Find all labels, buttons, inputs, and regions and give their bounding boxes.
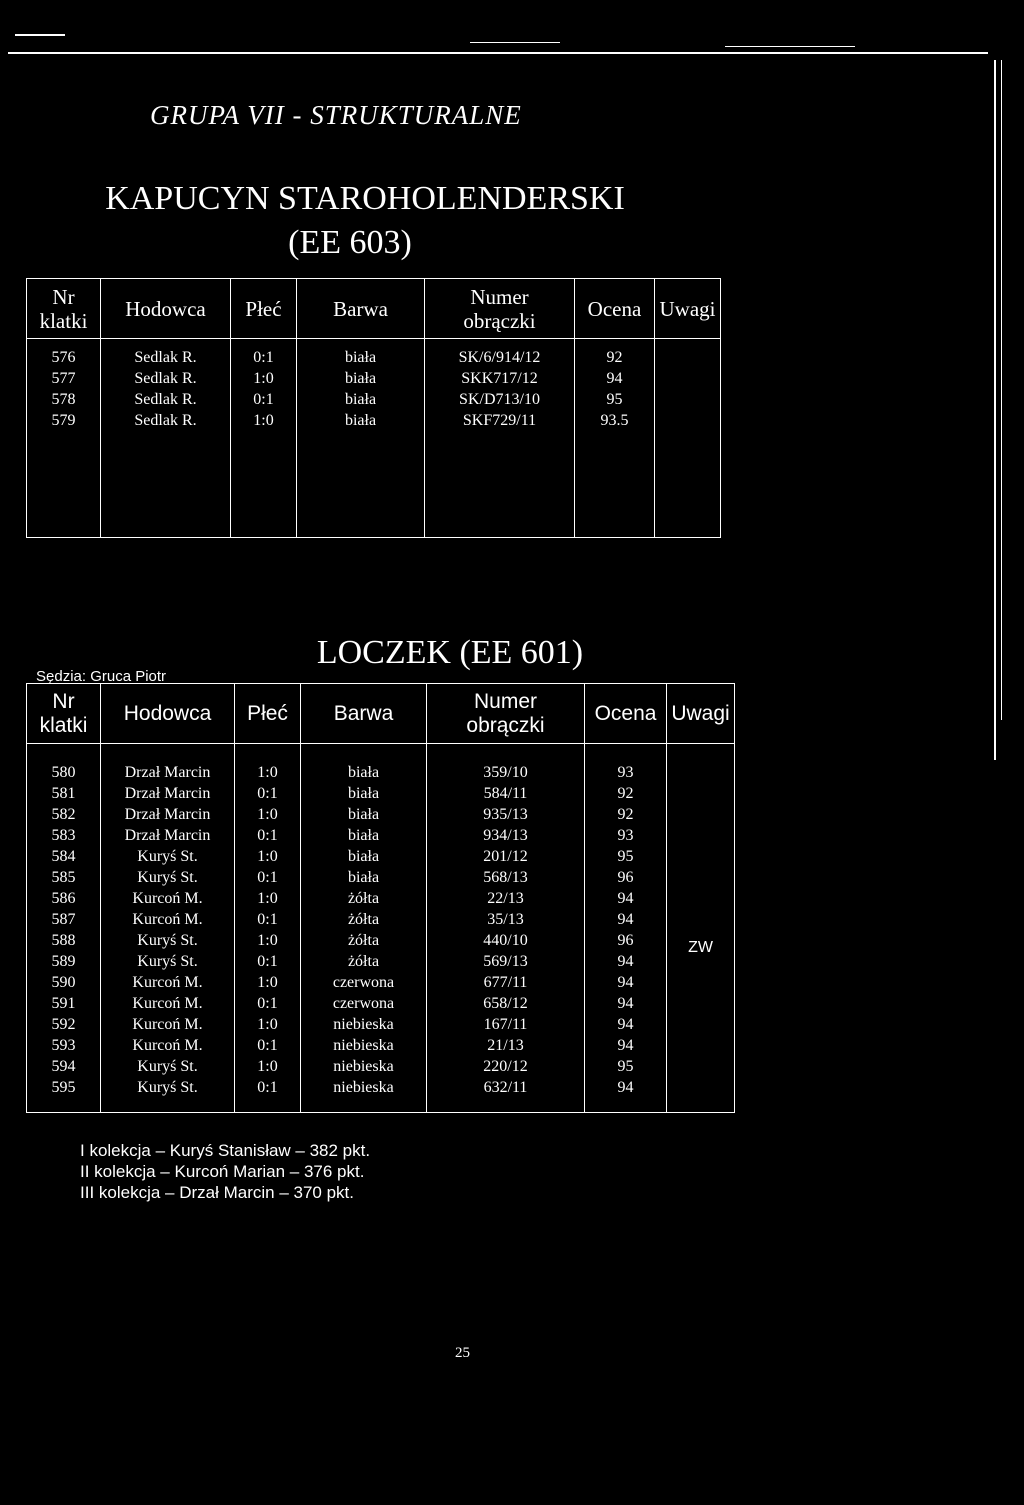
- cell-ring-number: 359/10: [427, 762, 585, 783]
- cell-breeder: Kuryś St.: [101, 1056, 235, 1077]
- header-sex: Płeć: [231, 279, 297, 339]
- cell-score: 94: [585, 1035, 667, 1056]
- cell-score: 93: [585, 825, 667, 846]
- cell-color: żółta: [301, 909, 427, 930]
- cell-score: 94: [585, 909, 667, 930]
- cell-breeder: Sedlak R.: [101, 347, 231, 368]
- collection-awards: [80, 1140, 370, 1203]
- cell-remarks: [655, 368, 721, 389]
- header-breeder: Hodowca: [101, 684, 235, 744]
- award-line-2: II kolekcja – Kurcoń Marian – 376 pkt.: [80, 1162, 365, 1181]
- cell-breeder: Drzał Marcin: [101, 762, 235, 783]
- table-row: [27, 347, 721, 368]
- table-row: [27, 993, 735, 1014]
- cell-cage-number: 592: [27, 1014, 101, 1035]
- cell-color: niebieska: [301, 1035, 427, 1056]
- table-row: [27, 762, 735, 783]
- cell-sex: 0:1: [235, 1035, 301, 1056]
- cell-ring-number: 584/11: [427, 783, 585, 804]
- cell-sex: 0:1: [235, 867, 301, 888]
- cell-color: niebieska: [301, 1056, 427, 1077]
- cell-score: 92: [585, 804, 667, 825]
- cell-sex: 1:0: [235, 930, 301, 951]
- cell-ring-number: 21/13: [427, 1035, 585, 1056]
- cell-color: biała: [297, 368, 425, 389]
- cell-breeder: Sedlak R.: [101, 368, 231, 389]
- table-row: [27, 410, 721, 431]
- award-line-3: III kolekcja – Drzał Marcin – 370 pkt.: [80, 1183, 355, 1202]
- cell-color: czerwona: [301, 993, 427, 1014]
- cell-ring-number: SK/6/914/12: [425, 347, 575, 368]
- cell-sex: 0:1: [235, 783, 301, 804]
- cell-color: żółta: [301, 951, 427, 972]
- cell-sex: 1:0: [235, 888, 301, 909]
- cell-breeder: Kurcoń M.: [101, 1035, 235, 1056]
- cell-score: 94: [585, 1077, 667, 1098]
- cell-ring-number: 658/12: [427, 993, 585, 1014]
- cell-score: 93: [585, 762, 667, 783]
- table-row: [27, 1035, 735, 1056]
- header-ring-number: Numer obrączki: [425, 279, 575, 339]
- header-score: Ocena: [585, 684, 667, 744]
- cell-cage-number: 585: [27, 867, 101, 888]
- cell-color: żółta: [301, 888, 427, 909]
- cell-score: 96: [585, 867, 667, 888]
- cell-sex: 1:0: [235, 1056, 301, 1077]
- cell-score: 95: [575, 389, 655, 410]
- results-table-loczek: [26, 683, 735, 1113]
- award-line-1: I kolekcja – Kuryś Stanisław – 382 pkt.: [80, 1141, 371, 1160]
- cell-sex: 0:1: [231, 389, 297, 410]
- cell-sex: 1:0: [231, 410, 297, 431]
- cell-breeder: Drzał Marcin: [101, 825, 235, 846]
- cell-cage-number: 593: [27, 1035, 101, 1056]
- cell-cage-number: 589: [27, 951, 101, 972]
- group-title: GRUPA VII - STRUKTURALNE: [150, 100, 522, 130]
- right-edge-rule-outer: [1001, 60, 1002, 720]
- cell-breeder: Kurcoń M.: [101, 888, 235, 909]
- cell-ring-number: 569/13: [427, 951, 585, 972]
- cell-breeder: Kuryś St.: [101, 1077, 235, 1098]
- header-color: Barwa: [301, 684, 427, 744]
- cell-sex: 1:0: [235, 846, 301, 867]
- cell-score: 96: [585, 930, 667, 951]
- cell-color: biała: [301, 783, 427, 804]
- header-sex: Płeć: [235, 684, 301, 744]
- cell-breeder: Kuryś St.: [101, 930, 235, 951]
- top-rule-fragment: [470, 42, 560, 43]
- cell-sex: 1:0: [235, 972, 301, 993]
- cell-ring-number: 440/10: [427, 930, 585, 951]
- cell-sex: 0:1: [235, 825, 301, 846]
- cell-ring-number: 677/11: [427, 972, 585, 993]
- table-row: [27, 846, 735, 867]
- cell-score: 95: [585, 846, 667, 867]
- cell-breeder: Kurcoń M.: [101, 972, 235, 993]
- cell-sex: 0:1: [235, 1077, 301, 1098]
- cell-remarks: [655, 347, 721, 368]
- table-row: [27, 783, 735, 804]
- cell-cage-number: 586: [27, 888, 101, 909]
- cell-sex: 0:1: [235, 909, 301, 930]
- cell-cage-number: 578: [27, 389, 101, 410]
- header-color: Barwa: [297, 279, 425, 339]
- cell-ring-number: 35/13: [427, 909, 585, 930]
- cell-cage-number: 587: [27, 909, 101, 930]
- cell-ring-number: SKK717/12: [425, 368, 575, 389]
- cell-sex: 0:1: [235, 951, 301, 972]
- cell-cage-number: 588: [27, 930, 101, 951]
- cell-ring-number: 632/11: [427, 1077, 585, 1098]
- table-row: [27, 389, 721, 410]
- cell-score: 94: [585, 972, 667, 993]
- header-remarks: Uwagi: [655, 279, 721, 339]
- cell-score: 94: [585, 993, 667, 1014]
- results-table-kapucyn: [26, 278, 721, 538]
- cell-breeder: Sedlak R.: [101, 389, 231, 410]
- cell-score: 94: [585, 888, 667, 909]
- cell-cage-number: 594: [27, 1056, 101, 1077]
- cell-ring-number: 167/11: [427, 1014, 585, 1035]
- cell-cage-number: 583: [27, 825, 101, 846]
- table-row: [27, 951, 735, 972]
- cell-cage-number: 584: [27, 846, 101, 867]
- cell-breeder: Kurcoń M.: [101, 909, 235, 930]
- cell-cage-number: 590: [27, 972, 101, 993]
- cell-remarks: [667, 762, 735, 1113]
- cell-color: biała: [301, 867, 427, 888]
- cell-ring-number: SK/D713/10: [425, 389, 575, 410]
- cell-sex: 1:0: [235, 1014, 301, 1035]
- cell-cage-number: 580: [27, 762, 101, 783]
- cell-breeder: Sedlak R.: [101, 410, 231, 431]
- cell-ring-number: SKF729/11: [425, 410, 575, 431]
- top-rule-fragment-right: [725, 46, 855, 47]
- cell-score: 93.5: [575, 410, 655, 431]
- cell-sex: 1:0: [235, 762, 301, 783]
- cell-ring-number: 220/12: [427, 1056, 585, 1077]
- table-row: [27, 368, 721, 389]
- page-number: 25: [455, 1345, 470, 1361]
- header-score: Ocena: [575, 279, 655, 339]
- header-breeder: Hodowca: [101, 279, 231, 339]
- breed-title-loczek: LOCZEK (EE 601): [316, 634, 584, 671]
- cell-breeder: Kuryś St.: [101, 867, 235, 888]
- cell-sex: 0:1: [231, 347, 297, 368]
- cell-color: biała: [297, 410, 425, 431]
- cell-ring-number: 201/12: [427, 846, 585, 867]
- table-row: [27, 888, 735, 909]
- cell-color: niebieska: [301, 1077, 427, 1098]
- breed-code-kapucyn: (EE 603): [288, 224, 412, 261]
- table-row: [27, 972, 735, 993]
- cell-sex: 1:0: [231, 368, 297, 389]
- cell-breeder: Kurcoń M.: [101, 1014, 235, 1035]
- header-ring-number: Numer obrączki: [427, 684, 585, 744]
- cell-remarks: [655, 410, 721, 431]
- cell-score: 94: [575, 368, 655, 389]
- cell-cage-number: 591: [27, 993, 101, 1014]
- top-rule-left: [15, 34, 65, 36]
- table-row: [27, 825, 735, 846]
- header-cage-number: Nr klatki: [27, 684, 101, 744]
- cell-cage-number: 582: [27, 804, 101, 825]
- cell-ring-number: 934/13: [427, 825, 585, 846]
- table-row: [27, 1014, 735, 1035]
- table-row: [27, 867, 735, 888]
- cell-score: 92: [575, 347, 655, 368]
- cell-ring-number: 22/13: [427, 888, 585, 909]
- cell-color: biała: [301, 762, 427, 783]
- cell-breeder: Drzał Marcin: [101, 783, 235, 804]
- cell-ring-number: 568/13: [427, 867, 585, 888]
- table-spacer-row: [27, 744, 735, 762]
- cell-color: biała: [301, 825, 427, 846]
- cell-breeder: Kuryś St.: [101, 951, 235, 972]
- cell-breeder: Drzał Marcin: [101, 804, 235, 825]
- remarks-zw: ZW: [688, 938, 713, 956]
- cell-score: 94: [585, 951, 667, 972]
- breed-title-kapucyn: KAPUCYN STAROHOLENDERSKI: [105, 180, 625, 217]
- table-row: [27, 804, 735, 825]
- cell-score: 94: [585, 1014, 667, 1035]
- cell-sex: 1:0: [235, 804, 301, 825]
- table-filler-row: [27, 1098, 735, 1113]
- table-row: [27, 1056, 735, 1077]
- header-remarks: Uwagi: [667, 684, 735, 744]
- cell-color: biała: [301, 804, 427, 825]
- cell-cage-number: 576: [27, 347, 101, 368]
- table-row: [27, 909, 735, 930]
- cell-breeder: Kurcoń M.: [101, 993, 235, 1014]
- cell-color: biała: [297, 347, 425, 368]
- cell-color: niebieska: [301, 1014, 427, 1035]
- cell-score: 95: [585, 1056, 667, 1077]
- top-rule: [8, 52, 988, 54]
- table-filler-row: [27, 431, 721, 538]
- cell-color: żółta: [301, 930, 427, 951]
- cell-color: biała: [297, 389, 425, 410]
- cell-cage-number: 595: [27, 1077, 101, 1098]
- cell-color: biała: [301, 846, 427, 867]
- cell-cage-number: 577: [27, 368, 101, 389]
- table-row: [27, 1077, 735, 1098]
- cell-cage-number: 581: [27, 783, 101, 804]
- cell-cage-number: 579: [27, 410, 101, 431]
- cell-color: czerwona: [301, 972, 427, 993]
- right-edge-rule: [994, 60, 996, 760]
- cell-score: 92: [585, 783, 667, 804]
- cell-sex: 0:1: [235, 993, 301, 1014]
- judge-name: Sędzia: Gruca Piotr: [36, 668, 167, 685]
- cell-breeder: Kuryś St.: [101, 846, 235, 867]
- header-cage-number: Nr klatki: [27, 279, 101, 339]
- table-row: [27, 930, 735, 951]
- cell-remarks: [655, 389, 721, 410]
- cell-ring-number: 935/13: [427, 804, 585, 825]
